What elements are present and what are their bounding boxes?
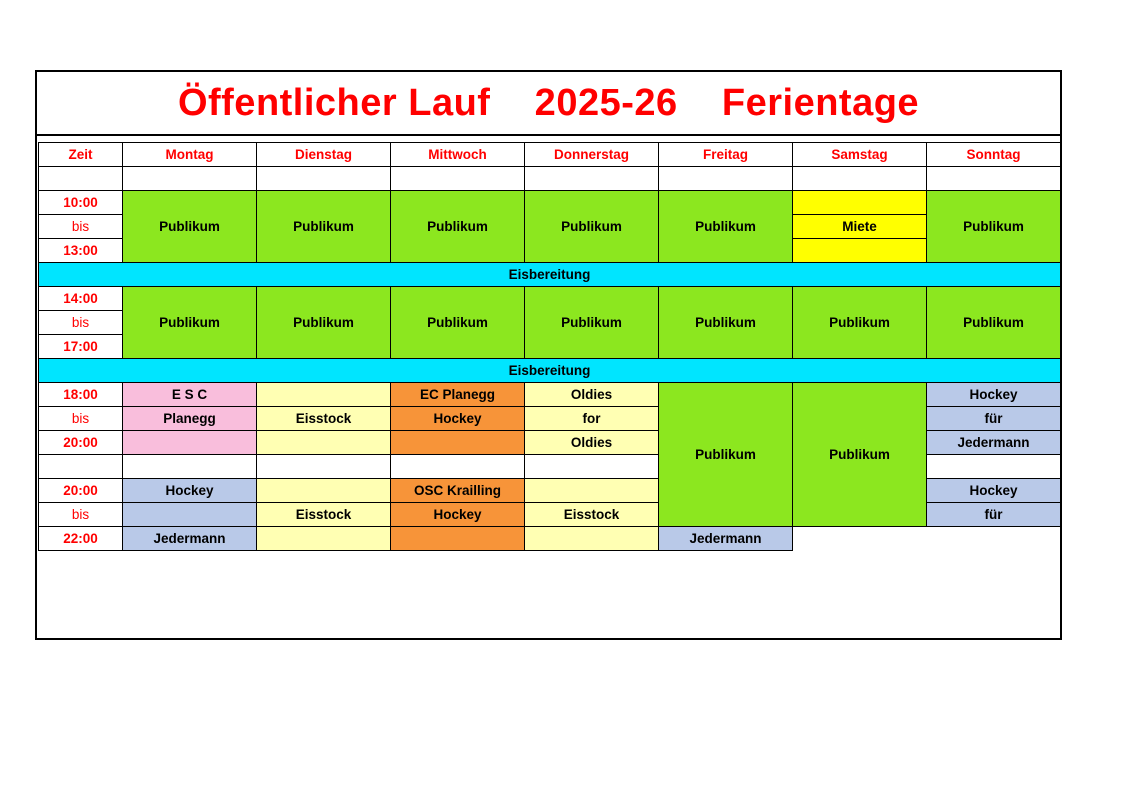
slot-dienstag-late-3	[257, 527, 391, 551]
separator-cell	[123, 455, 257, 479]
slot-mittwoch-late-1: OSC Krailling	[391, 479, 525, 503]
slot-mittwoch-late-3	[391, 527, 525, 551]
afternoon-row-1	[39, 287, 1061, 311]
time-label-bis: bis	[39, 503, 123, 527]
separator-cell	[927, 455, 1061, 479]
slot-donnerstag-evening-1: Oldies	[525, 383, 659, 407]
slot-mittwoch-morning: Publikum	[391, 191, 525, 263]
header-day-mittwoch: Mittwoch	[391, 143, 525, 167]
slot-dienstag-evening-1	[257, 383, 391, 407]
slot-sonntag-late-2: für	[927, 503, 1061, 527]
time-label-start: 14:00	[39, 287, 123, 311]
spacer-cell	[391, 167, 525, 191]
slot-sonntag-evening-2: für	[927, 407, 1061, 431]
slot-donnerstag-evening-3: Oldies	[525, 431, 659, 455]
slot-sonntag-morning: Publikum	[927, 191, 1061, 263]
time-label-start: 20:00	[39, 479, 123, 503]
spacer-cell	[39, 167, 123, 191]
header-day-dienstag: Dienstag	[257, 143, 391, 167]
slot-dienstag-late-1	[257, 479, 391, 503]
schedule-sheet	[35, 70, 1062, 640]
separator-cell	[257, 455, 391, 479]
slot-dienstag-evening-2: Eisstock	[257, 407, 391, 431]
ice-prep-row-2	[39, 359, 1061, 383]
ice-preparation-1: Eisbereitung	[39, 263, 1061, 287]
slot-samstag-morning-top	[793, 191, 927, 215]
evening-row-1	[39, 383, 1061, 407]
slot-sonntag-evening-1: Hockey	[927, 383, 1061, 407]
time-label-start: 18:00	[39, 383, 123, 407]
slot-montag-late-1: Hockey	[123, 479, 257, 503]
slot-mittwoch-evening-1: EC Planegg	[391, 383, 525, 407]
separator-cell	[525, 455, 659, 479]
slot-sonntag-afternoon: Publikum	[927, 287, 1061, 359]
header-time: Zeit	[39, 143, 123, 167]
slot-sonntag-late-1: Hockey	[927, 479, 1061, 503]
slot-dienstag-morning: Publikum	[257, 191, 391, 263]
slot-dienstag-evening-3	[257, 431, 391, 455]
slot-montag-evening-1: E S C	[123, 383, 257, 407]
slot-donnerstag-evening-2: for	[525, 407, 659, 431]
slot-mittwoch-late-2: Hockey	[391, 503, 525, 527]
slot-montag-late-2	[123, 503, 257, 527]
time-label-end: 20:00	[39, 431, 123, 455]
slot-freitag-afternoon: Publikum	[659, 287, 793, 359]
header-day-samstag: Samstag	[793, 143, 927, 167]
header-day-sonntag: Sonntag	[927, 143, 1061, 167]
slot-mittwoch-evening-3	[391, 431, 525, 455]
spacer-cell	[257, 167, 391, 191]
page-title: Öffentlicher Lauf 2025-26 Ferientage	[177, 81, 920, 124]
schedule-grid	[37, 142, 1060, 551]
slot-samstag-morning: Miete	[793, 215, 927, 239]
slot-donnerstag-late-2: Eisstock	[525, 503, 659, 527]
table-header-row	[39, 143, 1061, 167]
time-label-end: 13:00	[39, 239, 123, 263]
spacer-row-top	[39, 167, 1061, 191]
time-label-bis: bis	[39, 215, 123, 239]
spacer-cell	[927, 167, 1061, 191]
time-label-start: 10:00	[39, 191, 123, 215]
slot-sonntag-late-3: Jedermann	[659, 527, 793, 551]
header-day-donnerstag: Donnerstag	[525, 143, 659, 167]
header-day-freitag: Freitag	[659, 143, 793, 167]
slot-donnerstag-late-1	[525, 479, 659, 503]
late-row-3	[39, 527, 1061, 551]
slot-montag-evening-2: Planegg	[123, 407, 257, 431]
schedule-table	[38, 142, 1061, 551]
slot-montag-late-3: Jedermann	[123, 527, 257, 551]
spacer-cell	[793, 167, 927, 191]
slot-mittwoch-afternoon: Publikum	[391, 287, 525, 359]
time-label-end: 17:00	[39, 335, 123, 359]
spacer-cell	[525, 167, 659, 191]
slot-dienstag-late-2: Eisstock	[257, 503, 391, 527]
slot-mittwoch-evening-2: Hockey	[391, 407, 525, 431]
title-row	[37, 72, 1060, 136]
slot-montag-afternoon: Publikum	[123, 287, 257, 359]
time-label-end: 22:00	[39, 527, 123, 551]
slot-samstag-evening: Publikum	[793, 383, 927, 527]
slot-freitag-evening: Publikum	[659, 383, 793, 527]
slot-montag-evening-3	[123, 431, 257, 455]
ice-prep-row-1	[39, 263, 1061, 287]
separator-cell-time	[39, 455, 123, 479]
slot-donnerstag-afternoon: Publikum	[525, 287, 659, 359]
slot-donnerstag-morning: Publikum	[525, 191, 659, 263]
time-label-bis: bis	[39, 311, 123, 335]
ice-preparation-2: Eisbereitung	[39, 359, 1061, 383]
slot-donnerstag-late-3	[525, 527, 659, 551]
header-day-montag: Montag	[123, 143, 257, 167]
spacer-cell	[123, 167, 257, 191]
separator-cell	[391, 455, 525, 479]
slot-dienstag-afternoon: Publikum	[257, 287, 391, 359]
morning-row-1	[39, 191, 1061, 215]
slot-freitag-morning: Publikum	[659, 191, 793, 263]
slot-samstag-afternoon: Publikum	[793, 287, 927, 359]
slot-sonntag-evening-3: Jedermann	[927, 431, 1061, 455]
time-label-bis: bis	[39, 407, 123, 431]
slot-samstag-morning-bottom	[793, 239, 927, 263]
slot-montag-morning: Publikum	[123, 191, 257, 263]
spacer-cell	[659, 167, 793, 191]
